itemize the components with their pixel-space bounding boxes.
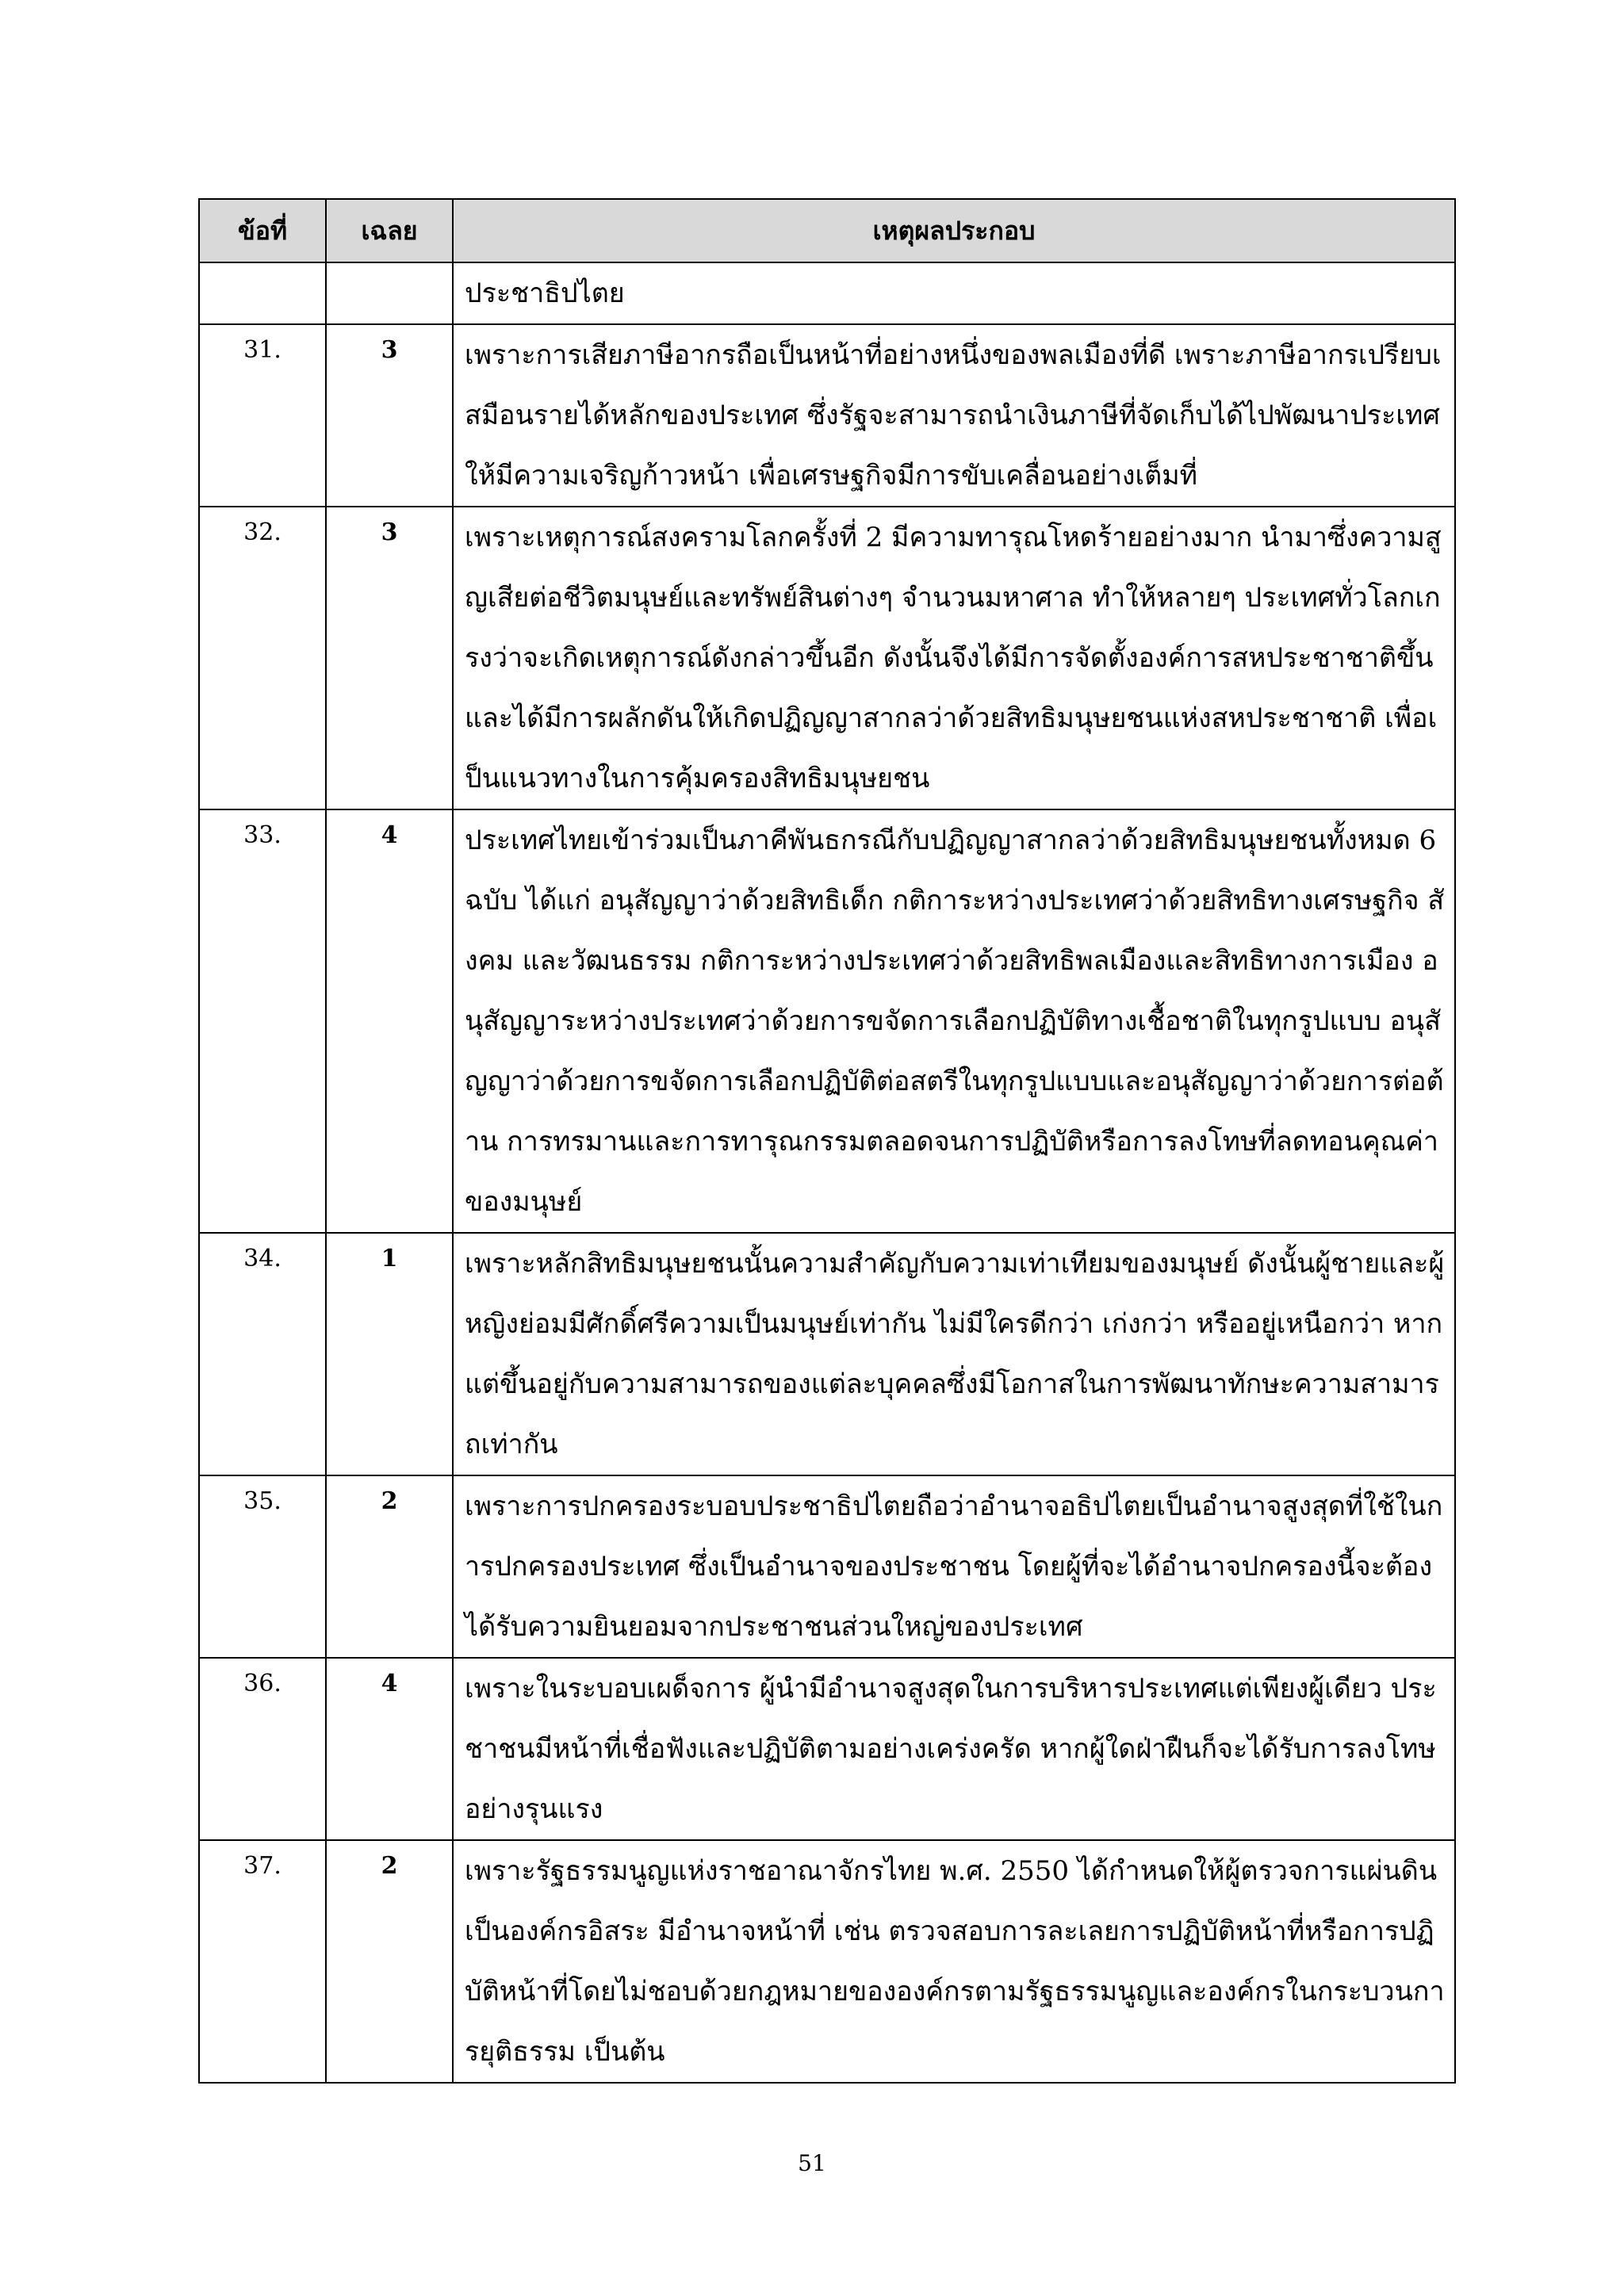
answer-table <box>198 198 1456 2084</box>
header-answer: เฉลย <box>326 199 453 262</box>
question-no-cell: 37. <box>199 1840 326 2083</box>
reason-cell: ประเทศไทยเข้าร่วมเป็นภาคีพันธกรณีกับปฏิญญาสากลว่าด้วยสิทธิมนุษยชนทั้งหมด 6 ฉบับ ได้แก่ อนุสัญญาว่าด้วยสิทธิเด็ก กติการะหว่างประเทศว่าด้วยสิทธิทางเศรษฐกิจ สังคม และวัฒนธรรม กติการะหว่างประเทศว่าด้วยสิทธิพลเมืองและสิทธิทางการเมือง อนุสัญญาระหว่างประเทศว่าด้วยการขจัดการเลือกปฏิบัติทางเชื้อชาติในทุกรูปแบบ อนุสัญญาว่าด้วยการขจัดการเลือกปฏิบัติต่อสตรีในทุกรูปแบบและอนุสัญญาว่าด้วยการต่อต้าน การทรมานและการทารุณกรรมตลอดจนการปฏิบัติหรือการลงโทษที่ลดทอนคุณค่าของมนุษย์ <box>453 809 1455 1233</box>
reason-cell: เพราะหลักสิทธิมนุษยชนนั้นความสำคัญกับความเท่าเทียมของมนุษย์ ดังนั้นผู้ชายและผู้หญิงย่อมมีศักดิ์ศรีความเป็นมนุษย์เท่ากัน ไม่มีใครดีกว่า เก่งกว่า หรืออยู่เหนือกว่า หากแต่ขึ้นอยู่กับความสามารถของแต่ละบุคคลซึ่งมีโอกาสในการพัฒนาทักษะความสามารถเท่ากัน <box>453 1233 1455 1475</box>
answer-cell: 1 <box>326 1233 453 1475</box>
reason-cell: เพราะรัฐธรรมนูญแห่งราชอาณาจักรไทย พ.ศ. 2550 ได้กำหนดให้ผู้ตรวจการแผ่นดิน เป็นองค์กรอิสระ มีอำนาจหน้าที่ เช่น ตรวจสอบการละเลยการปฏิบัติหน้าที่หรือการปฏิบัติหน้าที่โดยไม่ชอบด้วยกฎหมายขององค์กรตามรัฐธรรมนูญและองค์กรในกระบวนการยุติธรรม เป็นต้น <box>453 1840 1455 2083</box>
answer-cell: 4 <box>326 809 453 1233</box>
question-no-cell <box>199 262 326 324</box>
table-row <box>199 324 1455 507</box>
table-row <box>199 809 1455 1233</box>
question-no-cell: 31. <box>199 324 326 507</box>
answer-cell: 2 <box>326 1475 453 1658</box>
page-number: 51 <box>798 2150 826 2176</box>
answer-cell <box>326 262 453 324</box>
header-reason: เหตุผลประกอบ <box>453 199 1455 262</box>
reason-cell: เพราะการปกครองระบอบประชาธิปไตยถือว่าอำนาจอธิปไตยเป็นอำนาจสูงสุดที่ใช้ในการปกครองประเทศ ซึ่งเป็นอำนาจของประชาชน โดยผู้ที่จะได้อำนาจปกครองนี้จะต้องได้รับความยินยอมจากประชาชนส่วนใหญ่ของประเทศ <box>453 1475 1455 1658</box>
table-row <box>199 1840 1455 2083</box>
question-no-cell: 35. <box>199 1475 326 1658</box>
reason-cell: เพราะในระบอบเผด็จการ ผู้นำมีอำนาจสูงสุดในการบริหารประเทศแต่เพียงผู้เดียว ประชาชนมีหน้าที่เชื่อฟังและปฏิบัติตามอย่างเคร่งครัด หากผู้ใดฝ่าฝืนก็จะได้รับการลงโทษอย่างรุนแรง <box>453 1658 1455 1840</box>
table-row <box>199 1475 1455 1658</box>
answer-cell: 2 <box>326 1840 453 2083</box>
table-row <box>199 507 1455 809</box>
table-row <box>199 262 1455 324</box>
table-row <box>199 1658 1455 1840</box>
answer-cell: 4 <box>326 1658 453 1840</box>
answer-cell: 3 <box>326 324 453 507</box>
answer-cell: 3 <box>326 507 453 809</box>
question-no-cell: 36. <box>199 1658 326 1840</box>
table-header-row <box>199 199 1455 262</box>
header-question-no: ข้อที่ <box>199 199 326 262</box>
reason-continuation: ประชาธิปไตย <box>453 262 1455 324</box>
reason-cell: เพราะเหตุการณ์สงครามโลกครั้งที่ 2 มีความทารุณโหดร้ายอย่างมาก นำมาซึ่งความสูญเสียต่อชีวิตมนุษย์และทรัพย์สินต่างๆ จำนวนมหาศาล ทำให้หลายๆ ประเทศทั่วโลกเกรงว่าจะเกิดเหตุการณ์ดังกล่าวขึ้นอีก ดังนั้นจึงได้มีการจัดตั้งองค์การสหประชาชาติขึ้นและได้มีการผลักดันให้เกิดปฏิญญาสากลว่าด้วยสิทธิมนุษยชนแห่งสหประชาชาติ เพื่อเป็นแนวทางในการคุ้มครองสิทธิมนุษยชน <box>453 507 1455 809</box>
question-no-cell: 33. <box>199 809 326 1233</box>
reason-cell: เพราะการเสียภาษีอากรถือเป็นหน้าที่อย่างหนึ่งของพลเมืองที่ดี เพราะภาษีอากรเปรียบเสมือนรายได้หลักของประเทศ ซึ่งรัฐจะสามารถนำเงินภาษีที่จัดเก็บได้ไปพัฒนาประเทศให้มีความเจริญก้าวหน้า เพื่อเศรษฐกิจมีการขับเคลื่อนอย่างเต็มที่ <box>453 324 1455 507</box>
question-no-cell: 34. <box>199 1233 326 1475</box>
question-no-cell: 32. <box>199 507 326 809</box>
table-row <box>199 1233 1455 1475</box>
